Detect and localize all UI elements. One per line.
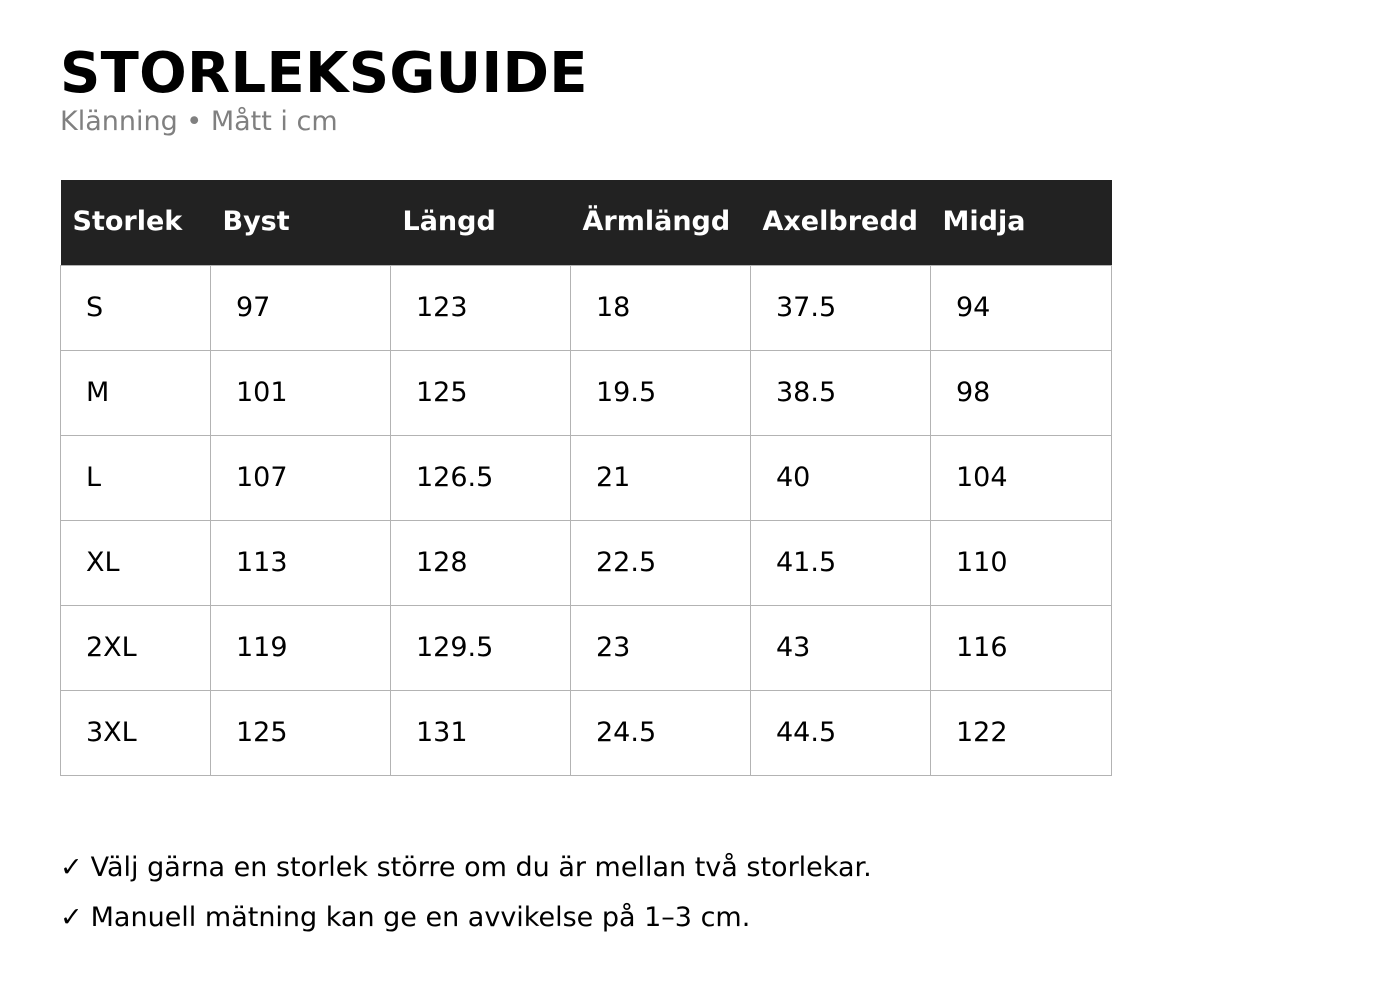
page-subtitle: Klänning • Mått i cm bbox=[60, 106, 338, 137]
table-cell: 23 bbox=[571, 605, 751, 690]
table-cell: 125 bbox=[391, 350, 571, 435]
table-cell: 2XL bbox=[61, 605, 211, 690]
table-cell: 19.5 bbox=[571, 350, 751, 435]
table-row bbox=[61, 520, 1112, 605]
check-icon: ✓ bbox=[60, 852, 83, 883]
size-table bbox=[60, 180, 1112, 776]
size-notes bbox=[60, 843, 872, 943]
table-cell: 18 bbox=[571, 265, 751, 350]
column-header-size: Storlek bbox=[61, 180, 211, 265]
table-cell: 131 bbox=[391, 690, 571, 775]
page-title: STORLEKSGUIDE bbox=[60, 41, 588, 106]
table-cell: S bbox=[61, 265, 211, 350]
table-cell: 125 bbox=[211, 690, 391, 775]
column-header-shoulder-width: Axelbredd bbox=[751, 180, 931, 265]
table-cell: 44.5 bbox=[751, 690, 931, 775]
table-cell: 123 bbox=[391, 265, 571, 350]
table-cell: 119 bbox=[211, 605, 391, 690]
table-cell: 116 bbox=[931, 605, 1112, 690]
table-cell: 22.5 bbox=[571, 520, 751, 605]
table-cell: M bbox=[61, 350, 211, 435]
table-cell: 37.5 bbox=[751, 265, 931, 350]
table-cell: 126.5 bbox=[391, 435, 571, 520]
table-row bbox=[61, 605, 1112, 690]
table-cell: L bbox=[61, 435, 211, 520]
table-cell: 101 bbox=[211, 350, 391, 435]
table-cell: 38.5 bbox=[751, 350, 931, 435]
table-cell: 104 bbox=[931, 435, 1112, 520]
table-cell: 21 bbox=[571, 435, 751, 520]
table-cell: 129.5 bbox=[391, 605, 571, 690]
check-icon: ✓ bbox=[60, 902, 83, 933]
note-item bbox=[60, 843, 872, 893]
table-cell: 43 bbox=[751, 605, 931, 690]
note-text: Välj gärna en storlek större om du är mellan två storlekar. bbox=[90, 852, 872, 883]
table-cell: 107 bbox=[211, 435, 391, 520]
table-cell: 98 bbox=[931, 350, 1112, 435]
table-cell: XL bbox=[61, 520, 211, 605]
table-cell: 113 bbox=[211, 520, 391, 605]
table-header-row bbox=[61, 180, 1112, 265]
table-cell: 94 bbox=[931, 265, 1112, 350]
note-item bbox=[60, 893, 872, 943]
table-cell: 128 bbox=[391, 520, 571, 605]
note-text: Manuell mätning kan ge en avvikelse på 1–3 cm. bbox=[90, 902, 751, 933]
column-header-length: Längd bbox=[391, 180, 571, 265]
table-cell: 40 bbox=[751, 435, 931, 520]
table-cell: 24.5 bbox=[571, 690, 751, 775]
table-cell: 41.5 bbox=[751, 520, 931, 605]
table-row bbox=[61, 435, 1112, 520]
table-row bbox=[61, 265, 1112, 350]
table-cell: 3XL bbox=[61, 690, 211, 775]
table-cell: 110 bbox=[931, 520, 1112, 605]
table-cell: 122 bbox=[931, 690, 1112, 775]
table-cell: 97 bbox=[211, 265, 391, 350]
column-header-sleeve-length: Ärmlängd bbox=[571, 180, 751, 265]
table-row bbox=[61, 690, 1112, 775]
column-header-bust: Byst bbox=[211, 180, 391, 265]
table-row bbox=[61, 350, 1112, 435]
column-header-waist: Midja bbox=[931, 180, 1112, 265]
